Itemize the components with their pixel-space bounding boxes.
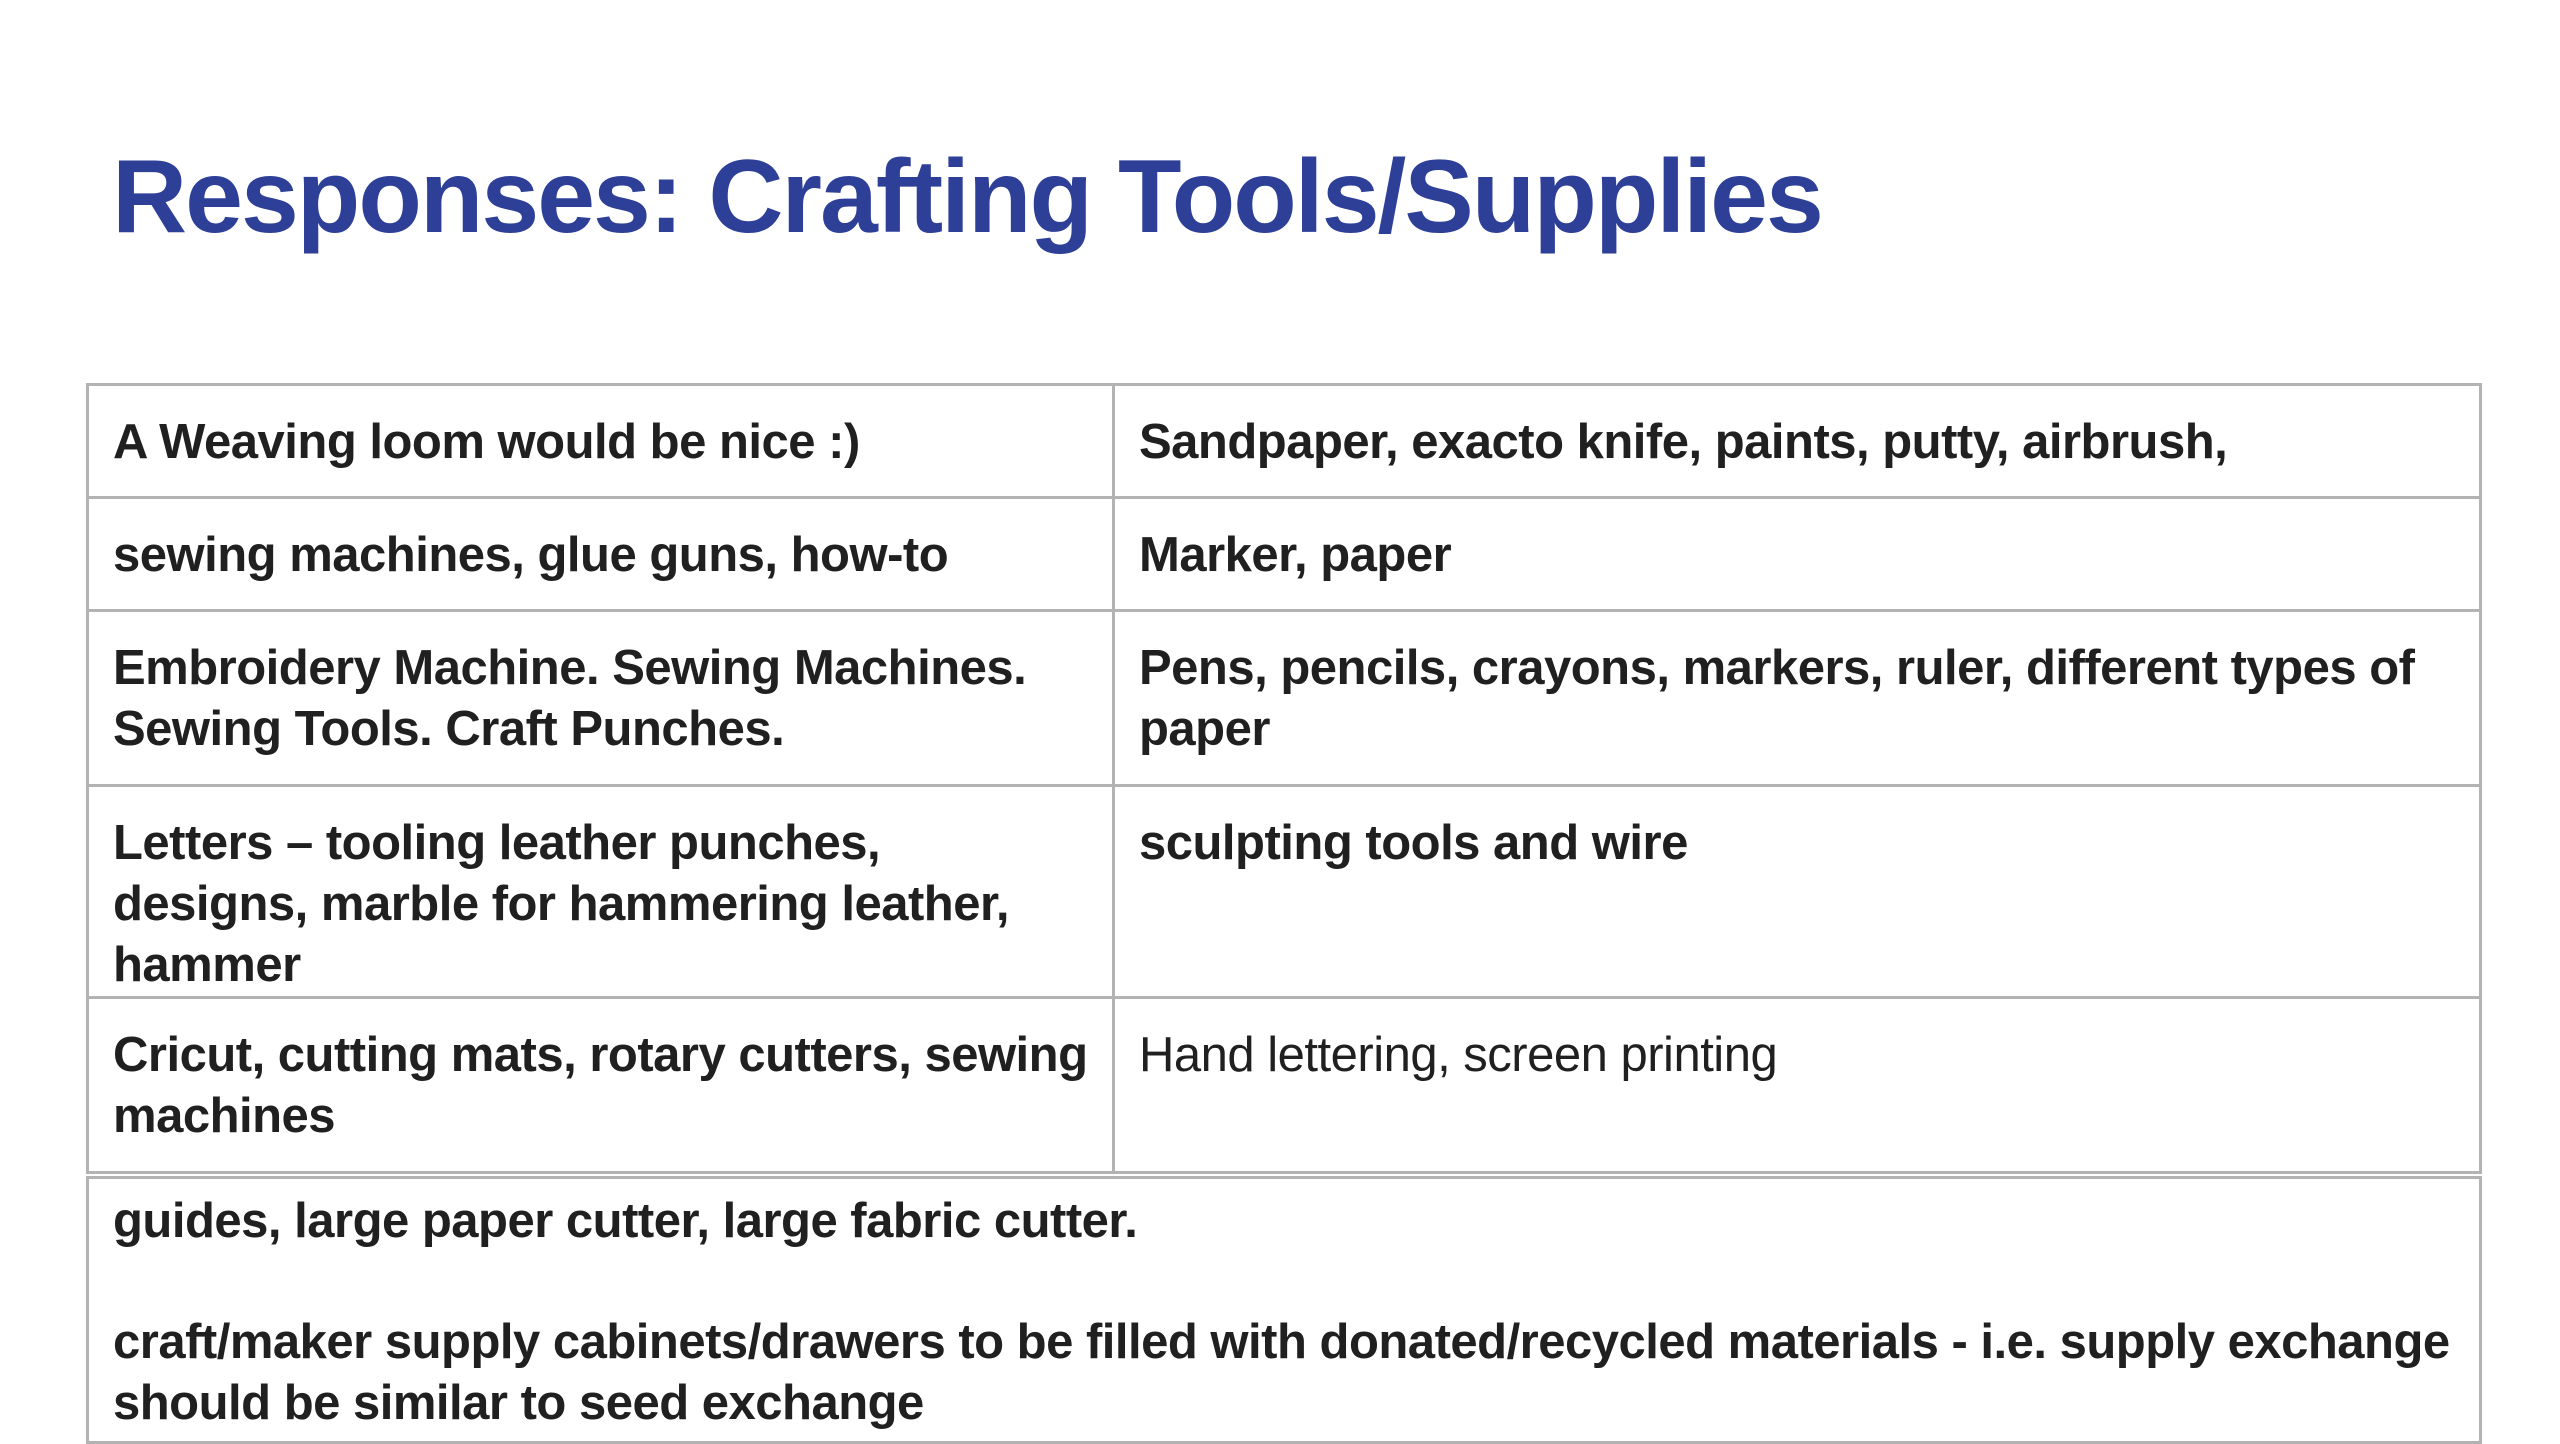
responses-table xyxy=(86,383,2482,1444)
table-cell: Letters – tooling leather punches, designs, marble for hammering leather, hammer xyxy=(88,786,1114,998)
table-row xyxy=(88,998,2481,1176)
table-row xyxy=(88,1175,2481,1443)
table-cell: Hand lettering, screen printing xyxy=(1114,998,2481,1176)
merged-cell-line: guides, large paper cutter, large fabric cutter. xyxy=(113,1194,1138,1248)
table-row xyxy=(88,498,2481,611)
paragraph-gap xyxy=(113,1252,2455,1312)
table-row xyxy=(88,611,2481,786)
table-cell: sewing machines, glue guns, how-to xyxy=(88,498,1114,611)
table-cell: A Weaving loom would be nice :) xyxy=(88,385,1114,498)
table-cell: Cricut, cutting mats, rotary cutters, sewing machines xyxy=(88,998,1114,1176)
slide-title: Responses: Crafting Tools/Supplies xyxy=(112,139,1822,255)
table-cell: Pens, pencils, crayons, markers, ruler, different types of paper xyxy=(1114,611,2481,786)
table-row xyxy=(88,786,2481,998)
table-cell: Marker, paper xyxy=(1114,498,2481,611)
table-row xyxy=(88,385,2481,498)
table-cell: Embroidery Machine. Sewing Machines. Sewing Tools. Craft Punches. xyxy=(88,611,1114,786)
table-cell-merged xyxy=(88,1175,2481,1443)
table-cell: sculpting tools and wire xyxy=(1114,786,2481,998)
table-cell: Sandpaper, exacto knife, paints, putty, airbrush, xyxy=(1114,385,2481,498)
merged-cell-line: craft/maker supply cabinets/drawers to be filled with donated/recycled materials - i.e. supply exchange should be similar to seed exchange xyxy=(113,1315,2450,1430)
